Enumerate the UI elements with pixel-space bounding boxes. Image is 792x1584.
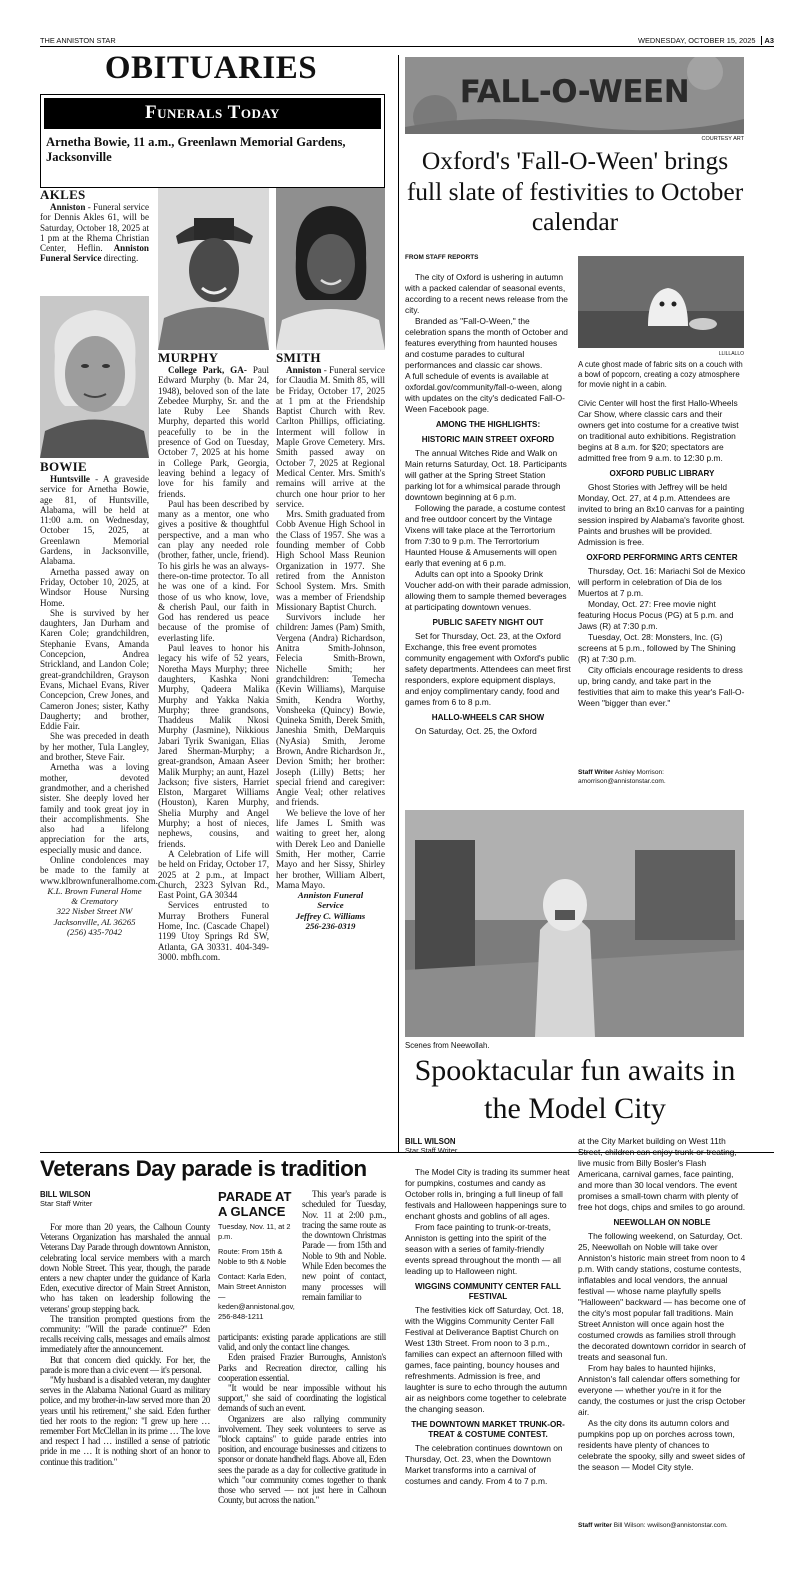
funeral-home-info: Anniston Funeral Service Jeffrey C. Williams 256-236-0319: [295, 890, 366, 932]
obit-name: AKLES: [40, 187, 86, 202]
paragraph: Thursday, Oct. 16: Mariachi Sol de Mexico will perform in celebration of Dia de los Muertos at 7 p.m.: [578, 566, 746, 598]
veterans-byline: BILL WILSON Star Staff Writer: [40, 1190, 93, 1208]
neewollah-body-right: [578, 1136, 746, 1473]
paragraph: The city of Oxford is ushering in autumn with a packed calendar of seasonal events, according to a recent news release from the city.: [405, 272, 568, 315]
funerals-today-heading: Funerals Today: [44, 98, 381, 129]
funeral-home-info: K.L. Brown Funeral Home & Crematory 322 Nisbet Street NW Jacksonville, AL 36265 (256) 435-7042: [47, 885, 142, 938]
obit-bowie: BOWIE Huntsville - A graveside service for Arnetha Bowie, age 81, of Huntsville, Alabama, will be held at 11:00 a.m. on Wednesday, October 15, 2025, at Greenlawn Memorial Gardens, in Jacksonville, Alabama. Arnetha passed away on Friday, October 10, 2025, at Windsor House Nursing Home. She is survived by her daughters, Jan Durham and Karen Cole; grandchildren, Stephanie Evans, Amanda Concepcion, Andrea Strickland, and Landon Cole; great-grandchildren, Grayson Evans, Michael Evans, River Concepcion, Crew Jones, and Cameron Jones; sister, Kathy Daugherty; and brother, Eddie Fair. She was preceded in death by her mother, Tula Langley, and brother, Steve Fair. Arnetha was a loving mother, devoted grandmother, and a cherished sister. She deeply loved her family and took great joy in their accomplishments. She also had a lifelong appreciation for the arts, especially music and dance. Online condolences may be made to the family at www.klbrownfuneralhome.com. K.L. Brown Funeral Home & Crematory 322 Nisbet Street NW Jacksonville, AL 36265 (256) 435-7042: [40, 459, 158, 938]
murphy-portrait: [158, 188, 269, 350]
falloween-headline: Oxford's 'Fall-O-Ween' brings full slate of festivities to October calendar: [406, 146, 744, 236]
paragraph: A full schedule of events is available at oxfordal.gov/community/fall-o-ween, along with updates on the city's dedicated Fall-O-Ween Facebook page.: [405, 371, 565, 414]
paragraph: City officials encourage residents to dress up, bring candy, and take part in the festivities that aim to make this year's Fall-O-Ween "bigger than ever.": [578, 665, 745, 708]
falloween-byline: FROM STAFF REPORTS: [405, 254, 479, 261]
ghost-photo-caption: A cute ghost made of fabric sits on a couch with a bowl of popcorn, creating a cozy atmosphere for movie night in a cabin.: [578, 360, 743, 389]
parade-at-a-glance: [218, 1189, 294, 1322]
obit-location: Huntsville: [50, 474, 90, 484]
paragraph: Branded as "Fall-O-Ween," the celebration spans the month of October and features everything from haunted houses and costume parades to cultural performances and classic car shows.: [405, 316, 568, 370]
neewollah-body-left: [405, 1167, 571, 1487]
paragraph: Civic Center will host the first Hallo-Wheels Car Show, where classic cars and their owners get into costume for a creative twist on traditional auto exhibitions. Registration begins at 8 a.m. for $20; spectators are admitted free from 9 a.m. to 12:30 p.m.: [578, 398, 739, 463]
paragraph: From face painting to trunk-or-treats, Anniston is getting into the spirit of the season with a series of family-friendly events spread throughout the month — all leading up to Halloween night.: [405, 1222, 561, 1276]
paragraph: The annual Witches Ride and Walk on Main returns Saturday, Oct. 18. Participants will gather at the Spring Street Station parking lot for a whimsical parade through downtown beginning at 6 p.m.: [405, 448, 567, 502]
column-divider: [398, 55, 399, 1152]
subhead: THE DOWNTOWN MARKET TRUNK-OR-TREAT & COSTUME CONTEST.: [411, 1420, 565, 1439]
paragraph: at the City Market building on West 11th Street, children can enjoy trunk-or-treating, live music from Billy Bosler's Flash Americana, carnival games, face painting, and more than 30 local vendors. The event promises a small-town charm with plenty of free hot dogs, chips and smiles to go around.: [578, 1136, 746, 1212]
subhead: NEEWOLLAH ON NOBLE: [613, 1218, 711, 1227]
subhead: AMONG THE HIGHLIGHTS:: [435, 420, 541, 429]
paragraph: On Saturday, Oct. 25, the Oxford: [415, 726, 537, 736]
photo-image: [405, 810, 744, 1037]
subhead: HALLO-WHEELS CAR SHOW: [431, 713, 545, 722]
subhead: OXFORD PERFORMING ARTS CENTER: [586, 553, 738, 562]
portrait-image: [40, 296, 149, 458]
glance-contact: Contact: Karla Eden, Main Street Anniston — keden@annistonal.gov, 256-848-1211: [218, 1272, 295, 1321]
veterans-body-right: participants: existing parade applications are still valid, and only the contact line changes. Eden praised Frazier Burroughs, Anniston's Parks and Recreation director, calling his cooperation essential. "It would be near impossible without his support," she said of coordinating the logistical demands of such an event. Organizers are also rallying community involvement. They seek volunteers to serve as "block captains" to guide parade entries into position, and encourage businesses and citizens to sponsor or donate handheld flags. Above all, Eden sees the parade as a day for collective gratitude in which "our community comes together to thank those who served — not just here in Calhoun County, but across the nation.": [218, 1332, 386, 1506]
paragraph: As the city dons its autumn colors and pumpkins pop up on porches across town, residents have plenty of chances to celebrate the spooky, silly and sweet sides of the season — Model City style.: [578, 1418, 745, 1472]
glance-route: Route: From 15th & Noble to 9th & Noble: [218, 1247, 287, 1266]
neewollah-staff-credit: Staff writer Bill Wilson: wwilson@annistonstar.com.: [578, 1522, 728, 1529]
falloween-banner: [405, 57, 744, 134]
staff-email[interactable]: amorrison@annistonstar.com.: [578, 778, 666, 785]
glance-date: Tuesday, Nov. 11, at 2 p.m.: [218, 1222, 291, 1241]
bowie-portrait: [40, 296, 149, 458]
page-number: A3: [764, 36, 774, 45]
banner-credit: COURTESY ART: [701, 136, 744, 142]
neewollah-photo-caption: Scenes from Neewollah.: [405, 1041, 490, 1050]
subhead: OXFORD PUBLIC LIBRARY: [609, 469, 715, 478]
veterans-body-mid: This year's parade is scheduled for Tuesday, Nov. 11 at 2:00 p.m., tracing the same route as the downtown Christmas Parade — from 15th and Noble to 9th and Noble. While Eden becomes the new point of contact, many processes will remain familiar to: [302, 1189, 386, 1302]
portrait-image: [276, 188, 385, 350]
obit-location: Anniston: [286, 365, 322, 375]
obit-smith: SMITH Anniston - Funeral service for Claudia M. Smith 85, will be Friday, October 17, 2025 at 1 pm at the Friendship Baptist Church with Rev. Carlton Phillips, officiating. Interment will follow in Maple Grove Cemetery. Mrs. Smith passed away on October 7, 2025 at Regional Medical Center. Mrs. Smith's remains will arrive at the church one hour prior to her service. Mrs. Smith graduated from Cobb Avenue High School in the Class of 1957. She was a founding member of Cobb High School Mass Reunion Organization in 1977. She retired from the Anniston School System. Mrs. Smith was a member of Friendship Missionary Baptist Church. Survivors include her children: James (Pam) Smith, Vergena (Andra) Richardson, Anitra Smith-Johnson, Felecia Smith-Brown, Nichelle Smith; her grandchildren: Temecha (Kevin Williams), Marquise Smith, Kendra Worthy, Vonsheeka (Quincy) Bowie, Quineka Smith, Derek Smith, Janeshia Smith, DeMarquis (NyAsia) Smith, Jerome Brown, Andre Richardson Jr., Devion Smith; her brother: Joseph (Lilly) Betts; her special friend and caregiver: Angie Veal; other relatives and friends. We believe the love of her life James L Smith was waiting to greet her, along with Derek Leo and Danielle Smith, Her mother, Carrie Mayo and her Sissy, Shirley her brother, William Albert, Mama Mayo. Anniston Funeral Service Jeffrey C. Williams 256-236-0319: [276, 350, 386, 932]
obit-name: MURPHY: [158, 350, 219, 365]
masthead-rule: [40, 46, 774, 47]
paragraph: From hay bales to haunted hijinks, Anniston's fall calendar offers something for everyone — whether you're in it for the candy, the costumes or just the crisp October air.: [578, 1363, 746, 1417]
obit-name: SMITH: [276, 350, 321, 365]
paragraph: The celebration continues downtown on Thursday, Oct. 23, when the Downtown Market transforms into a carnival of costumes and candy. From 4 to 7 p.m.: [405, 1443, 563, 1486]
funerals-today-listing: Arnetha Bowie, 11 a.m., Greenlawn Memorial Gardens, Jacksonville: [46, 135, 346, 164]
subhead: PUBLIC SAFETY NIGHT OUT: [432, 618, 544, 627]
portrait-image: [158, 188, 269, 350]
paragraph: Tuesday, Oct. 28: Monsters, Inc. (G) screens at 5 p.m., followed by The Shining (R) at 7:30 p.m.: [578, 632, 736, 664]
falloween-body-left: [405, 272, 571, 737]
obit-murphy: MURPHY College Park, GA- Paul Edward Murphy (b. Mar 24, 1948), beloved son of the late Zebedee Murphy, Sr. and the late Ruby Lee Shands Murphy, departed this world peacefully to be in the presence of God on Tuesday, October 7, 2025 at his home in College Park, Georgia, leaving behind a legacy of love for his family and friends. Paul has been described by many as a mentor, one who gives a positive & thoughtful perspective, and a man who can play any needed role (brother, father, uncle, friend). To his girls he was an always-there-on-time protector. To all he was one of a kind. For those of us who know, love, & cherish Paul, our faith in God has rendered us peace because of the promise of everlasting life. Paul leaves to honor his legacy his wife of 52 years, Noretha Mays Murphy; three daughters, Kashka Noni Murphy, Qadeera Malika Murphy and Yakka Nakia Murphy; three grandsons, Thaddeus Malik Nkosi Murphy (Jasmine), Nikkious Jabari Tyrik Swanigan, Elias Jared Sherman-Murphy; a great-grandson, Amaan Aseer Malik Murphy; an aunt, Hazel Jackson; five sisters, Harriet Elston, Margaret Williams (Houston), Karen Murphy, Shelia Murphy and Angel Murphy; a host of nieces, nephews, cousins, and friends. A Celebration of Life will be held on Friday, October 17, 2025 at 2 p.m., at Impact Church, 2323 Sylvan Rd., East Point, GA 30344 Services entrusted to Murray Brothers Funeral Home, Inc. (Cascade Chapel) 1199 Utoy Springs Rd SW, Atlanta, GA 30331. 404-349-3000. mbfh.com.: [158, 350, 269, 962]
photo-image: [578, 256, 744, 348]
falloween-body-right: [578, 398, 746, 709]
staff-email[interactable]: wwilson@annistonstar.com.: [647, 1522, 728, 1529]
smith-portrait: [276, 188, 385, 350]
ghost-photo-credit: LLILLALLO: [718, 351, 744, 357]
obituaries-title: OBITUARIES: [104, 50, 318, 86]
issue-date: WEDNESDAY, OCTOBER 15, 2025: [638, 36, 756, 45]
subhead: HISTORIC MAIN STREET OXFORD: [421, 435, 555, 444]
funerals-today-box: [40, 94, 385, 188]
neewollah-byline: BILL WILSON Star Staff Writer: [405, 1137, 458, 1155]
paragraph: Set for Thursday, Oct. 23, at the Oxford Exchange, this free event promotes community engagement with Oxford's public safety departments. Attendees can meet first responders, explore equipment displays, and enjoy complimentary candy, food and games from 6 to 8 p.m.: [405, 631, 571, 707]
obit-location: College Park, GA-: [168, 365, 247, 375]
paragraph: The following weekend, on Saturday, Oct. 25, Neewollah on Noble will take over Anniston's historic main street from noon to 4 p.m. With candy stations, costume contests, inflatables and local vendors, the annual festival — whose name playfully spells "Halloween" backward — has become one of the city's most popular fall traditions. Main Street Anniston will once again host the costumed crowds as families stroll through the decorated downtown corridor in search of treats and seasonal fun.: [578, 1231, 746, 1362]
paper-name: THE ANNISTON STAR: [40, 36, 116, 45]
banner-title: FALL-O-WEEN: [459, 74, 690, 110]
veterans-headline: Veterans Day parade is tradition: [40, 1156, 367, 1181]
veterans-body-left: For more than 20 years, the Calhoun County Veterans Organization has marshaled the annual Veterans Day Parade through downtown Anniston, celebrating local service members with a march down Noble Street. This year, though, the parade enters a new chapter under the guidance of Karla Eden, executive director of Main Street Anniston, who has taken on leadership following the veterans' group stepping back. The transition prompted questions from the community: "Will the parade continue?" Eden recalls receiving calls, messages and emails almost immediately after the announcement. But that concern died quickly. For her, the parade is more than a civic event — it's personal. "My husband is a disabled veteran, my daughter serves in the Alabama National Guard as military police, and my brother-in-law served more than 20 years until his retirement," she said. Eden further tied her roots to the region: "I grew up here … remember Fort McClellan in its prime … The love and respect I had … instilled a sense of patriotic pride in me … It is nothing short of an honor to continue this tradition.": [40, 1222, 210, 1467]
paragraph: The Model City is trading its summer heat for pumpkins, costumes and candy as October rolls in, bringing a full lineup of fall festivals and Halloween happenings sure to enchant ghosts and goblins of all ages.: [405, 1167, 570, 1221]
paragraph: Following the parade, a costume contest and free outdoor concert by the Vintage Vixens will take place at the Terrortorium from 7:30 to 9 p.m. The Terrortorium Haunted House & Amusements will open early that evening at 6 p.m.: [405, 503, 566, 568]
paragraph: Ghost Stories with Jeffrey will be held Monday, Oct. 27, at 4 p.m. Attendees are invited to bring an 8x10 canvas for a painting session inspired by Alabama's favorite ghost. Paints and brushes will be provided. Admission is free.: [578, 482, 745, 547]
paragraph: Monday, Oct. 27: Free movie night featuring Hocus Pocus (PG) at 5 p.m. and Jaws (R) at 7:30 p.m.: [578, 599, 734, 631]
falloween-staff-credit: Staff Writer Ashley Morrison: amorrison@annistonstar.com.: [578, 769, 666, 785]
masthead: [40, 35, 774, 46]
subhead: WIGGINS COMMUNITY CENTER FALL FESTIVAL: [415, 1282, 561, 1301]
obit-location: Anniston: [50, 202, 86, 212]
ghost-photo: [578, 256, 744, 348]
paragraph: Adults can opt into a Spooky Drink Voucher add-on with their parade admission, allowing them to sample themed beverages at participating downtown venues.: [405, 569, 571, 612]
glance-title: PARADE AT A GLANCE: [218, 1189, 292, 1219]
neewollah-photo: [405, 810, 744, 1037]
obit-akles: AKLES Anniston - Funeral service for Dennis Akles 61, will be Saturday, October 18, 2025 at 1 pm at the Rhema Christian Center, Heflin. Anniston Funeral Service directing.: [40, 187, 149, 264]
neewollah-headline: Spooktacular fun awaits in the Model City: [414, 1054, 736, 1125]
funeral-home-name: Anniston Funeral Service: [40, 243, 149, 264]
paragraph: The festivities kick off Saturday, Oct. 18, with the Wiggins Community Center Fall Festival at Deliverance Baptist Church on West 13th Street. From noon to 3 p.m., families can expect an afternoon filled with games, face painting, bouncy houses and refreshments. Admission is free, and laughter is sure to echo through the autumn air as neighbors come together to celebrate the changing season.: [405, 1305, 568, 1414]
obit-name: BOWIE: [40, 459, 88, 474]
